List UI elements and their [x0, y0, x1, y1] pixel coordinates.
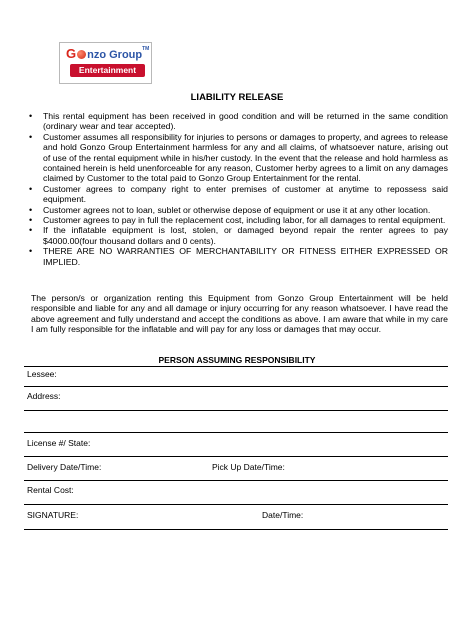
terms-item-text: Customer agrees not to loan, sublet or otherwise depose of equipment or use it at any other location.: [43, 204, 431, 215]
terms-list: [25, 111, 448, 267]
pickup-label: Pick Up Date/Time:: [212, 462, 285, 472]
bullet-icon: •: [29, 246, 33, 257]
rental-cost-label: Rental Cost:: [27, 485, 74, 495]
rental-cost-line[interactable]: [24, 504, 448, 505]
delivery-label: Delivery Date/Time:: [27, 462, 102, 472]
address-line-2[interactable]: [24, 432, 448, 433]
terms-item-text: If the inflatable equipment is lost, stolen, or damaged beyond repair the renter agrees to pay $4000.00(four thousand dollars and 0 cents).: [43, 225, 448, 246]
responsibility-paragraph: The person/s or organization renting this Equipment from Gonzo Group Entertainment will be held responsible and liable for any and all damage or injury occurring for any reason whatsoever. I have read the above agreement and fully understand and accept the conditions as above. I am aware that while in my care I am fully responsible for the inflatable and will pay for any loss or damages that may occur.: [31, 293, 448, 335]
form-section-title: PERSON ASSUMING RESPONSIBILITY: [158, 355, 316, 365]
terms-item-text: Customer agrees to pay in full the replacement cost, including labor, for all damages to rental equipment.: [43, 215, 446, 226]
delivery-pickup-line[interactable]: [24, 480, 448, 481]
terms-item: [25, 215, 448, 225]
bullet-icon: •: [29, 225, 33, 236]
license-line[interactable]: [24, 456, 448, 457]
document-title: LIABILITY RELEASE: [190, 92, 284, 103]
logo-g-letter: G: [66, 46, 77, 61]
terms-item: [25, 246, 448, 267]
logo-name: nzo Group: [87, 49, 143, 61]
date-time-label: Date/Time:: [262, 510, 304, 520]
lessee-label: Lessee:: [27, 369, 57, 379]
address-line-1[interactable]: [24, 410, 448, 411]
bullet-icon: •: [29, 111, 33, 121]
signature-label: SIGNATURE:: [27, 510, 79, 520]
license-label: License #/ State:: [27, 438, 91, 448]
logo-wordmark: [66, 46, 151, 64]
address-label: Address:: [27, 391, 61, 401]
terms-item: [25, 132, 448, 184]
company-logo: [59, 42, 152, 84]
terms-item: [25, 184, 448, 205]
bullet-icon: •: [29, 215, 33, 226]
logo-trademark: TM: [142, 46, 150, 52]
terms-item: [25, 111, 448, 132]
bullet-icon: •: [29, 183, 33, 194]
form-rule: [24, 366, 448, 367]
terms-item-text: This rental equipment has been received in good condition and will be returned in the same condition (ordinary wear and tear accepted).: [43, 111, 448, 132]
terms-item-text: THERE ARE NO WARRANTIES OF MERCHANTABILITY OR FITNESS EITHER EXPRESSED OR IMPLIED.: [43, 246, 448, 267]
logo-ball-icon: [77, 50, 86, 59]
terms-item: [25, 225, 448, 246]
terms-item-text: Customer assumes all responsibility for injuries to persons or damages to property, and agrees to release and hold Gonzo Group Entertainment harmless for any and all claims, of whatsoever nature, arising out of use of the rental equipment while in his/her custody. In the event that the release and hold harmless as contained herein is held unenforceable for any reason, Customer herby agrees to a limit on any damages claimed by Customer to the total paid to Gonzo Group Entertainment for the rental.: [43, 131, 448, 184]
terms-item-text: Customer agrees to company right to enter premises of customer at anytime to repossess said equipment.: [43, 183, 448, 205]
bullet-icon: •: [29, 204, 33, 215]
bullet-icon: •: [29, 131, 33, 142]
signature-line[interactable]: [24, 529, 448, 530]
terms-item: [25, 205, 448, 215]
lessee-line[interactable]: [24, 386, 448, 387]
logo-tagline: Entertainment: [70, 64, 145, 77]
